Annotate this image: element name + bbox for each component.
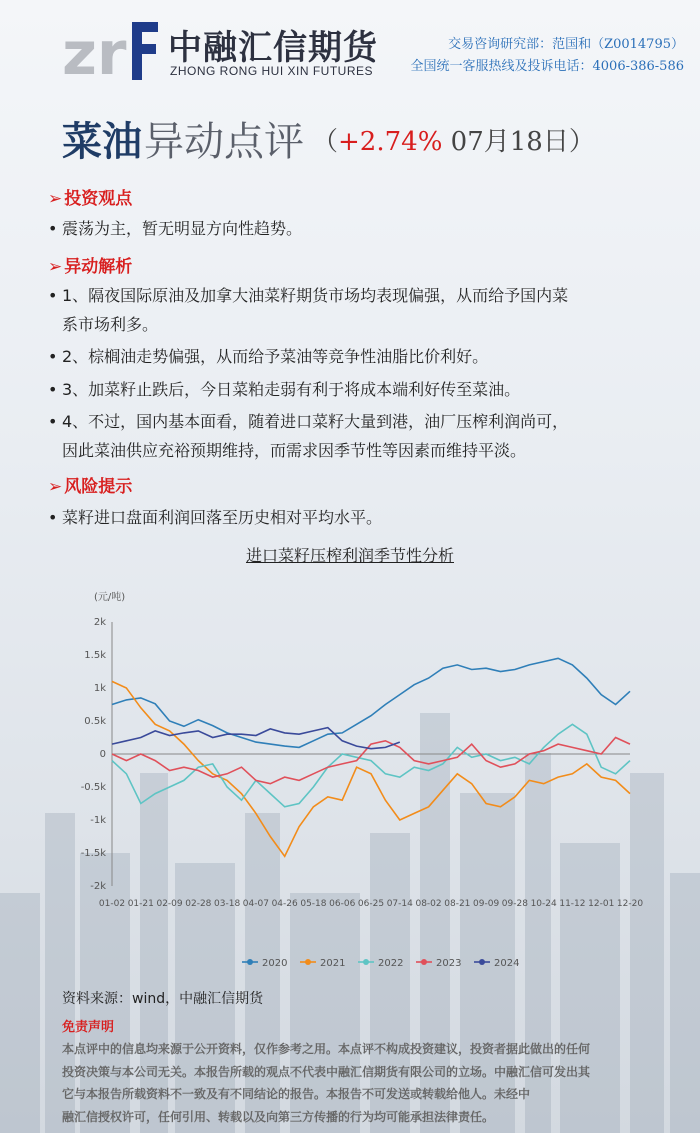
arrow-icon: ➢ <box>48 477 63 497</box>
x-tick-label: 08-02 <box>415 899 442 909</box>
arrow-icon: ➢ <box>48 257 63 277</box>
legend-label-2021: 2021 <box>320 958 346 969</box>
legend-label-2023: 2023 <box>436 958 462 969</box>
title-label: 异动点评 <box>144 119 304 165</box>
x-tick-label: 08-21 <box>444 899 471 909</box>
title-date: 07月18日） <box>442 127 595 157</box>
page-title <box>62 110 595 167</box>
title-product: 菜油 <box>62 118 142 165</box>
legend-marker-2023 <box>421 959 427 965</box>
y-tick-label: 1.5k <box>84 650 106 661</box>
list-item: • 菜籽进口盘面利润回落至历史相对平均水平。 <box>48 508 383 527</box>
series-line-2020 <box>112 658 630 747</box>
contact-analyst: 交易咨询研究部：范国和（Z0014795） <box>448 37 684 52</box>
x-tick-label: 10-24 <box>530 899 557 909</box>
section-heading-analysis: ➢ 异动解析 <box>48 257 133 277</box>
x-tick-label: 06-25 <box>357 899 385 909</box>
section-heading-risk: ➢ 风险提示 <box>48 477 133 497</box>
list-item: • 1、隔夜国际原油及加拿大油菜籽期货市场均表现偏强，从而给予国内菜 系市场利多。 <box>48 286 569 334</box>
x-tick-label: 01-21 <box>127 899 154 909</box>
series-line-2022 <box>112 724 630 807</box>
x-tick-label: 09-28 <box>501 899 528 909</box>
x-tick-label: 04-26 <box>271 899 298 909</box>
legend-label-2024: 2024 <box>494 958 520 969</box>
company-logo-icon <box>62 12 162 89</box>
list-item: • 震荡为主，暂无明显方向性趋势。 <box>48 219 303 238</box>
arrow-icon: ➢ <box>48 189 63 209</box>
logo-english-name: ZHONG RONG HUI XIN FUTURES <box>170 64 374 78</box>
x-tick-label: 04-07 <box>242 899 269 909</box>
x-tick-label: 11-12 <box>559 899 586 909</box>
legend-marker-2024 <box>479 959 485 965</box>
disclaimer-body: 本点评中的信息均来源于公开资料，仅作参考之用。本点评不构成投资建议，投资者据此做出的任何 投资决策与本公司无关。本报告所载的观点不代表中融汇信期货有限公司的立场。中融汇信可发出其 它与本报告所载资料不一致及有不同结论的报告。本报告不可发送或转载给他人。未经中 融汇信授权许可，任何引用、转载以及向第三方传播的行为均可能承担法律责任。 <box>62 1042 591 1124</box>
legend-label-2022: 2022 <box>378 958 404 969</box>
contact-info <box>411 34 685 78</box>
title-change-percent: +2.74% <box>338 127 443 157</box>
x-tick-label: 02-28 <box>185 899 212 909</box>
report-header <box>0 0 700 100</box>
y-tick-label: 0 <box>99 749 106 760</box>
x-tick-label: 12-01 <box>588 899 615 909</box>
title-open-paren: （ <box>312 127 339 157</box>
y-tick-label: -1k <box>90 815 106 826</box>
legend-marker-2022 <box>363 959 369 965</box>
x-tick-label: 03-18 <box>214 899 241 909</box>
section-heading-view: ➢ 投资观点 <box>48 189 133 209</box>
x-tick-label: 09-09 <box>473 899 500 909</box>
y-tick-label: 1k <box>93 683 106 694</box>
legend-label-2020: 2020 <box>262 958 288 969</box>
y-unit-label: (元/吨) <box>94 592 126 603</box>
legend-marker-2020 <box>247 959 253 965</box>
x-tick-label: 01-02 <box>98 899 126 909</box>
list-item: • 3、加菜籽止跌后，今日菜粕走弱有利于将成本端利好传至菜油。 <box>48 380 521 399</box>
profit-seasonal-chart <box>80 580 644 975</box>
legend-marker-2021 <box>305 959 311 965</box>
series-line-2024 <box>112 728 400 749</box>
contact-hotline: 全国统一客服热线及投诉电话：4006-386-586 <box>410 59 684 74</box>
data-source: 资料来源：wind，中融汇信期货 <box>62 991 264 1007</box>
x-tick-label: 02-09 <box>156 899 183 909</box>
x-tick-label: 12-20 <box>616 899 644 909</box>
list-item: • 4、不过，国内基本面看，随着进口菜籽大量到港，油厂压榨利润尚可， 因此菜油供应充裕预期维持，而需求因季节性等因素而维持平淡。 <box>48 412 569 460</box>
y-tick-label: -2k <box>90 881 106 892</box>
logo-chinese-name: 中融汇信期货 <box>168 28 378 68</box>
y-tick-label: -0.5k <box>80 782 106 793</box>
disclaimer-heading: 免责声明 <box>62 1020 115 1035</box>
y-tick-label: -1.5k <box>80 848 106 859</box>
svg-text:zr: zr <box>62 19 127 89</box>
x-tick-label: 05-18 <box>300 899 327 909</box>
list-item: • 2、棕榈油走势偏强，从而给予菜油等竞争性油脂比价利好。 <box>48 347 489 366</box>
chart-title: 进口菜籽压榨利润季节性分析 <box>245 546 454 565</box>
y-tick-label: 2k <box>93 617 106 628</box>
y-tick-label: 0.5k <box>84 716 106 727</box>
x-tick-label: 06-06 <box>329 899 356 909</box>
x-tick-label: 07-14 <box>386 899 413 909</box>
